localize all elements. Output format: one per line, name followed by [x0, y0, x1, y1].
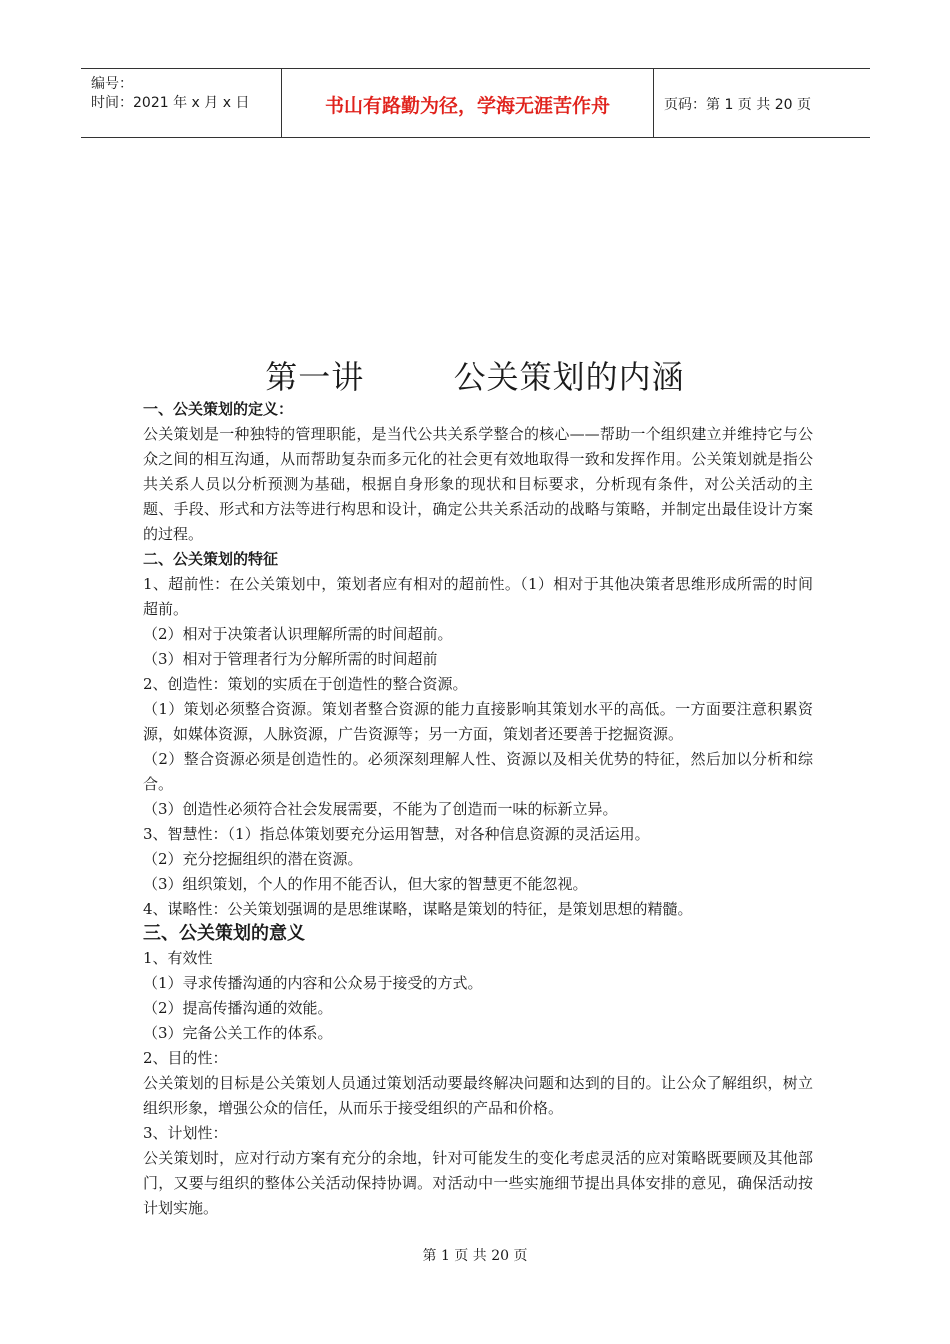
body-paragraph: 2、创造性：策划的实质在于创造性的整合资源。 — [143, 675, 468, 693]
body-paragraph: （2）提高传播沟通的效能。 — [143, 999, 333, 1017]
body-paragraph: （1）策划必须整合资源。策划者整合资源的能力直接影响其策划水平的高低。一方面要注意积累资源，如媒体资源，人脉资源，广告资源等；另一方面，策划者还要善于挖掘资源。 — [143, 700, 813, 743]
body-paragraph: 2、目的性： — [143, 1049, 228, 1067]
body-paragraph: （3）相对于管理者行为分解所需的时间超前 — [143, 650, 438, 668]
header-meta-cell — [81, 69, 282, 137]
body-paragraph: 公关策划的目标是公关策划人员通过策划活动要最终解决问题和达到的目的。让公众了解组织，树立组织形象，增强公众的信任，从而乐于接受组织的产品和价格。 — [143, 1074, 813, 1117]
page-footer: 第 1 页 共 20 页 — [422, 1248, 528, 1264]
header-motto: 书山有路勤为径，学海无涯苦作舟 — [324, 95, 610, 117]
body-paragraph: 3、智慧性：（1）指总体策划要充分运用智慧，对各种信息资源的灵活运用。 — [143, 825, 650, 843]
header-page-cell — [654, 69, 870, 137]
section-heading: 二、公关策划的特征 — [143, 550, 279, 568]
section-heading: 三、公关策划的意义 — [143, 923, 305, 944]
body-paragraph: 4、谋略性：公关策划强调的是思维谋略，谋略是策划的特征，是策划思想的精髓。 — [143, 900, 693, 918]
document-number-label: 编号： — [91, 76, 133, 92]
body-paragraph: （3）完备公关工作的体系。 — [143, 1024, 333, 1042]
header-motto-cell — [282, 69, 654, 137]
body-paragraph: 3、计划性： — [143, 1124, 228, 1142]
body-paragraph: （2）整合资源必须是创造性的。必须深刻理解人性、资源以及相关优势的特征，然后加以分析和综合。 — [143, 750, 813, 793]
document-date-label: 时间：2021 年 x 月 x 日 — [91, 95, 250, 111]
body-paragraph: （3）创造性必须符合社会发展需要，不能为了创造而一味的标新立异。 — [143, 800, 618, 818]
body-paragraph: 1、超前性：在公关策划中，策划者应有相对的超前性。（1）相对于其他决策者思维形成所需的时间超前。 — [143, 575, 813, 618]
body-paragraph: 1、有效性 — [143, 949, 213, 967]
document-body — [143, 397, 813, 1221]
body-paragraph: （2）相对于决策者认识理解所需的时间超前。 — [143, 625, 453, 643]
body-paragraph: 公关策划时，应对行动方案有充分的余地，针对可能发生的变化考虑灵活的应对策略既要顾及其他部门，又要与组织的整体公关活动保持协调。对活动中一些实施细节提出具体安排的意见，确保活动按计划实施。 — [143, 1149, 813, 1217]
body-paragraph: （2）充分挖掘组织的潜在资源。 — [143, 850, 363, 868]
page-title: 第一讲 公关策划的内涵 — [265, 358, 685, 396]
body-paragraph: 公关策划是一种独特的管理职能，是当代公共关系学整合的核心——帮助一个组织建立并维持它与公众之间的相互沟通，从而帮助复杂而多元化的社会更有效地取得一致和发挥作用。公关策划就是指公共关系人员以分析预测为基础，根据自身形象的现状和目标要求，分析现有条件，对公关活动的主题、手段、形式和方法等进行构思和设计，确定公共关系活动的战略与策略，并制定出最佳设计方案的过程。 — [143, 425, 813, 543]
document-header — [81, 68, 870, 138]
body-paragraph: （1）寻求传播沟通的内容和公众易于接受的方式。 — [143, 974, 483, 992]
header-page-info: 页码：第 1 页 共 20 页 — [664, 97, 811, 113]
section-heading: 一、公关策划的定义： — [143, 400, 294, 418]
body-paragraph: （3）组织策划，个人的作用不能否认，但大家的智慧更不能忽视。 — [143, 875, 588, 893]
